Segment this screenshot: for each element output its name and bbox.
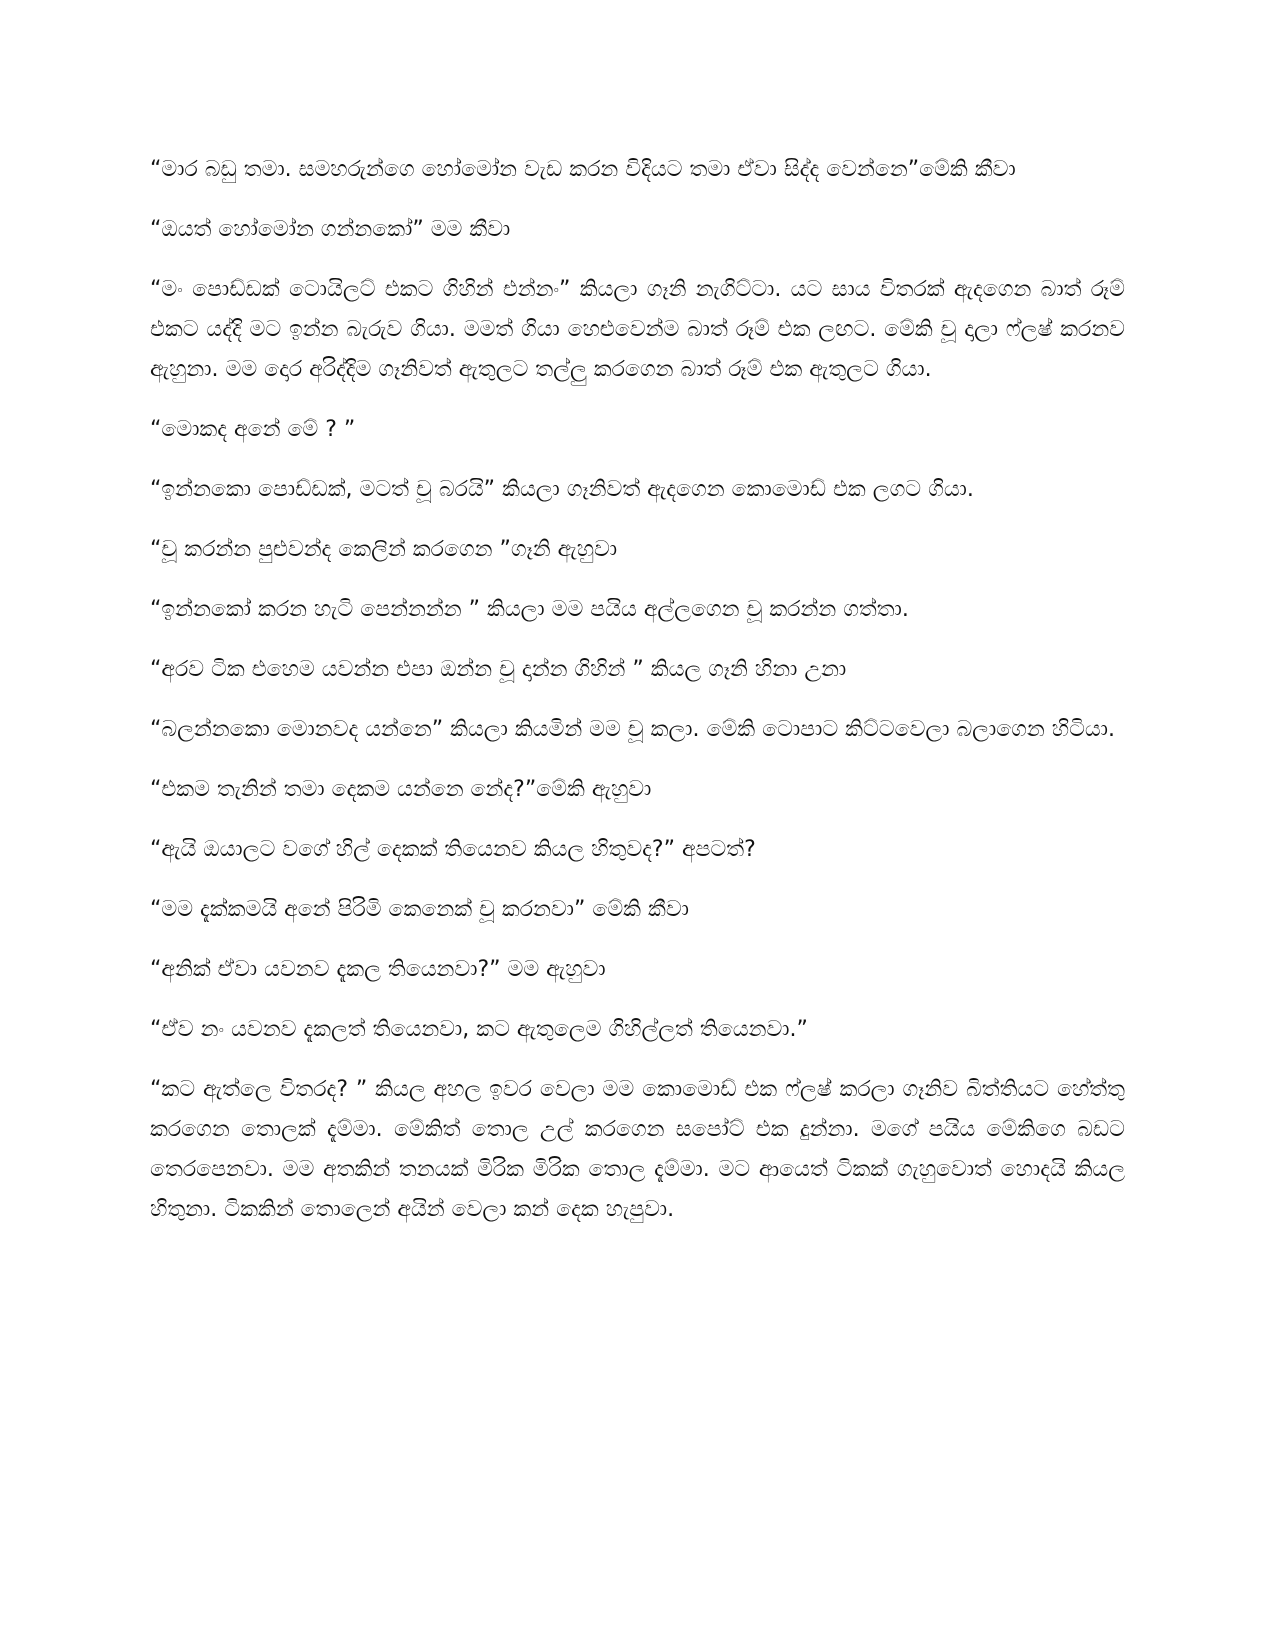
paragraph-15: “කට ඇත්ලෙ විතරද? ” කියල අහල ඉවර වෙලා මම කොමොඩ් එක ෆ්ලෂ් කරලා ගෑනිව බිත්තියට හේත්තු කරගෙන තොලක් දැම්මා. මේකිත් තොල උල් කරගෙන සපෝට් එක දුන්නා. මගේ පයිය මේකිගෙ බඩට තෙරපෙනවා. මම අතකින් තනයක් මිරික මිරික තොල දැම්මා. මට ආයෙත් ටිකක් ගැහුවොත් හොදයි කියල හිතුනා. ටිකකින් තොලෙන් අයින් වෙලා කන් දෙක හැපුවා.: [150, 1077, 1125, 1222]
paragraph-4: “මොකද අනේ මේ ? ”: [150, 417, 356, 442]
paragraph-6: “චූ කරන්න පුළුවන්ද කෙලින් කරගෙන ”ගෑනි ඇහුවා: [150, 537, 618, 562]
paragraph-5: “ඉන්නකො පොඩ්ඩක්, මටත් චූ බරයි” කියලා ගෑනිවත් ඇදගෙන කොමොඩ් එක ලගට ගියා.: [150, 477, 974, 502]
paragraph-2: “ඔයත් හෝමෝන ගන්නකෝ” මම කීවා: [150, 217, 511, 242]
paragraph-12: “මම දැක්කමයි අනේ පිරිමි කෙනෙක් චූ කරනවා” මේකි කීවා: [150, 897, 689, 922]
paragraph-1: “මාර බඩු තමා. සමහරුන්ගෙ හෝමෝන වැඩ කරන විදියට තමා ඒවා සිද්ද වෙන්නෙ”මේකි කීවා: [150, 157, 1016, 182]
paragraph-13: “අනික් ඒවා යවනව දැකල තියෙනවා?” මම ඇහුවා: [150, 957, 606, 982]
paragraph-14: “ඒව නං යවනව දැකලත් තියෙනවා, කට ඇතුලෙම ගිහිල්ලත් තියෙනවා.”: [150, 1017, 808, 1042]
paragraph-10: “එකම තැනින් තමා දෙකම යන්නෙ නේද?”මේකි ඇහුවා: [150, 777, 652, 802]
paragraph-7: “ඉන්නකෝ කරන හැටි පෙන්නන්න ” කියලා මම පයිය අල්ලගෙන චූ කරන්න ගත්තා.: [150, 597, 909, 622]
document-page: [150, 150, 1125, 1250]
paragraph-8: “අරව ටික එහෙම යවන්න එපා ඔන්න චූ දාන්න ගිහින් ” කියල ගෑනි හිනා උනා: [150, 657, 847, 682]
paragraph-11: “ඇයි ඔයාලට වගේ හිල් දෙකක් තියෙනව කියල හිතුවද?” අපටත්?: [150, 837, 756, 862]
paragraph-9: “බලන්නකො මොනවද යන්නෙ” කියලා කියමින් මම චූ කලා. මේකි ටොපාට කිට්ටවෙලා බලාගෙන හිටියා.: [150, 717, 1115, 742]
paragraph-3: “මං පොඩ්ඩක් ටොයිලට් එකට ගිහින් එන්නං” කියලා ගෑනි නැගිට්ටා. යට සාය විතරක් ඇදගෙන බාත් රූම් එකට යද්දි මට ඉන්න බැරුව ගියා. මමත් ගියා හෙළුවෙන්ම බාත් රූම් එක ලඟට. මේකි චූ දාලා ෆ්ලෂ් කරනව ඇහුනා. මම දොර අරිද්දිම ගෑනිවත් ඇතුලට තල්ලු කරගෙන බාත් රූම් එක ඇතුලට ගියා.: [150, 277, 1125, 382]
